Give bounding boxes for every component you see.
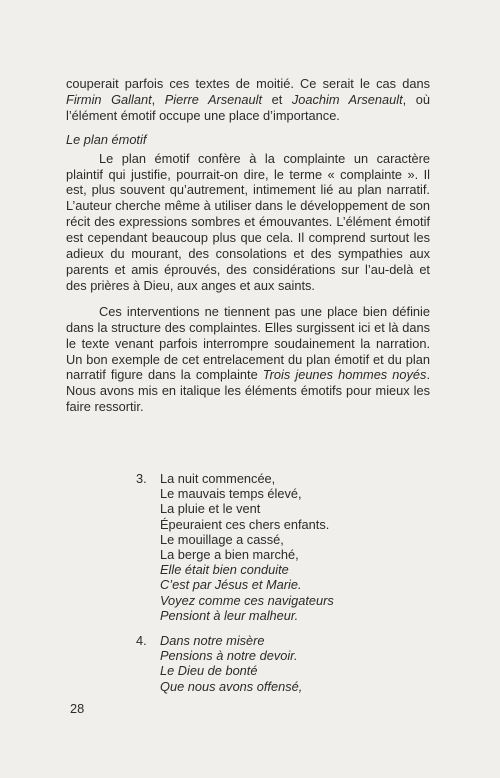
verse-line-emotive: Voyez comme ces navigateurs: [160, 592, 334, 608]
title-trois-jeunes-hommes-noyes: Trois jeunes hommes noyés: [262, 367, 427, 383]
stanza-number: 3.: [136, 471, 147, 486]
text-run: couperait parfois ces textes de moitié. Ce serait le cas dans: [66, 76, 430, 91]
section-heading: Le plan émotif: [66, 131, 147, 147]
title-joachim-arsenault: Joachim Arsenault: [291, 91, 403, 107]
text-run: . Nous avons mis en italique les éléments émotifs pour mieux les faire ressortir.: [66, 367, 430, 415]
title-pierre-arsenault: Pierre Arsenault: [164, 91, 263, 107]
stanza-4: [136, 633, 436, 694]
paragraph-continuation: [66, 76, 430, 124]
verse-line: Épeuraient ces chers enfants.: [160, 516, 330, 532]
body-text: [66, 76, 430, 415]
text-run: Ces interventions ne tiennent pas une place bien définie dans la structure des complaintes. Elles surgissent ici et là dans le texte venant parfois interrompre soudainement la narration. Un bon exemple de cet entrelacement du plan émotif et du plan narratif figure dans la complainte: [66, 303, 430, 383]
title-firmin-gallant: Firmin Gallant: [66, 91, 152, 107]
stanza-3: [136, 471, 436, 623]
verse-line: La pluie et le vent: [160, 501, 261, 517]
text-run: et: [262, 91, 292, 107]
verse-line-emotive: Elle était bien conduite: [160, 562, 289, 578]
verse-line-emotive: Le Dieu de bonté: [160, 663, 258, 679]
stanza-number: 4.: [136, 633, 147, 649]
verse-line-emotive: Pensiont à leur malheur.: [160, 607, 299, 623]
text-run: ,: [151, 91, 165, 107]
verse-line-emotive: Que nous avons offensé,: [160, 678, 303, 694]
paragraph-plan-emotif: Le plan émotif confère à la complainte un caractère plaintif qui justifie, pourrait-on dire, le terme « complainte ». Il est, plus souvent qu’autrement, intimement lié au plan narratif. L’auteur cherche même à utiliser dans le développement de son récit des expressions sombres et émouvantes. L’élément émotif est cependant beaucoup plus que cela. Il comprend surtout les adieux du mourant, des consolations et des sympathies aux parents et amis éprouvés, des considérations sur l’au-delà et des prières à Dieu, aux anges et aux saints.: [66, 150, 430, 293]
verse-line: La berge a bien marché,: [160, 547, 299, 563]
verse-line: La nuit commencée,: [160, 471, 276, 486]
text-run: , où l’élément émotif occupe une place d’importance.: [66, 91, 430, 123]
paragraph-interventions: [66, 304, 430, 415]
verse-line-emotive: Dans notre misère: [160, 633, 265, 649]
poem-excerpt: [136, 471, 436, 704]
verse-line: Le mauvais temps élevé,: [160, 486, 302, 502]
page-number: 28: [70, 701, 85, 716]
verse-line-emotive: C’est par Jésus et Marie.: [160, 577, 302, 593]
verse-line: Le mouillage a cassé,: [160, 531, 284, 547]
verse-line-emotive: Pensions à notre devoir.: [160, 648, 298, 664]
